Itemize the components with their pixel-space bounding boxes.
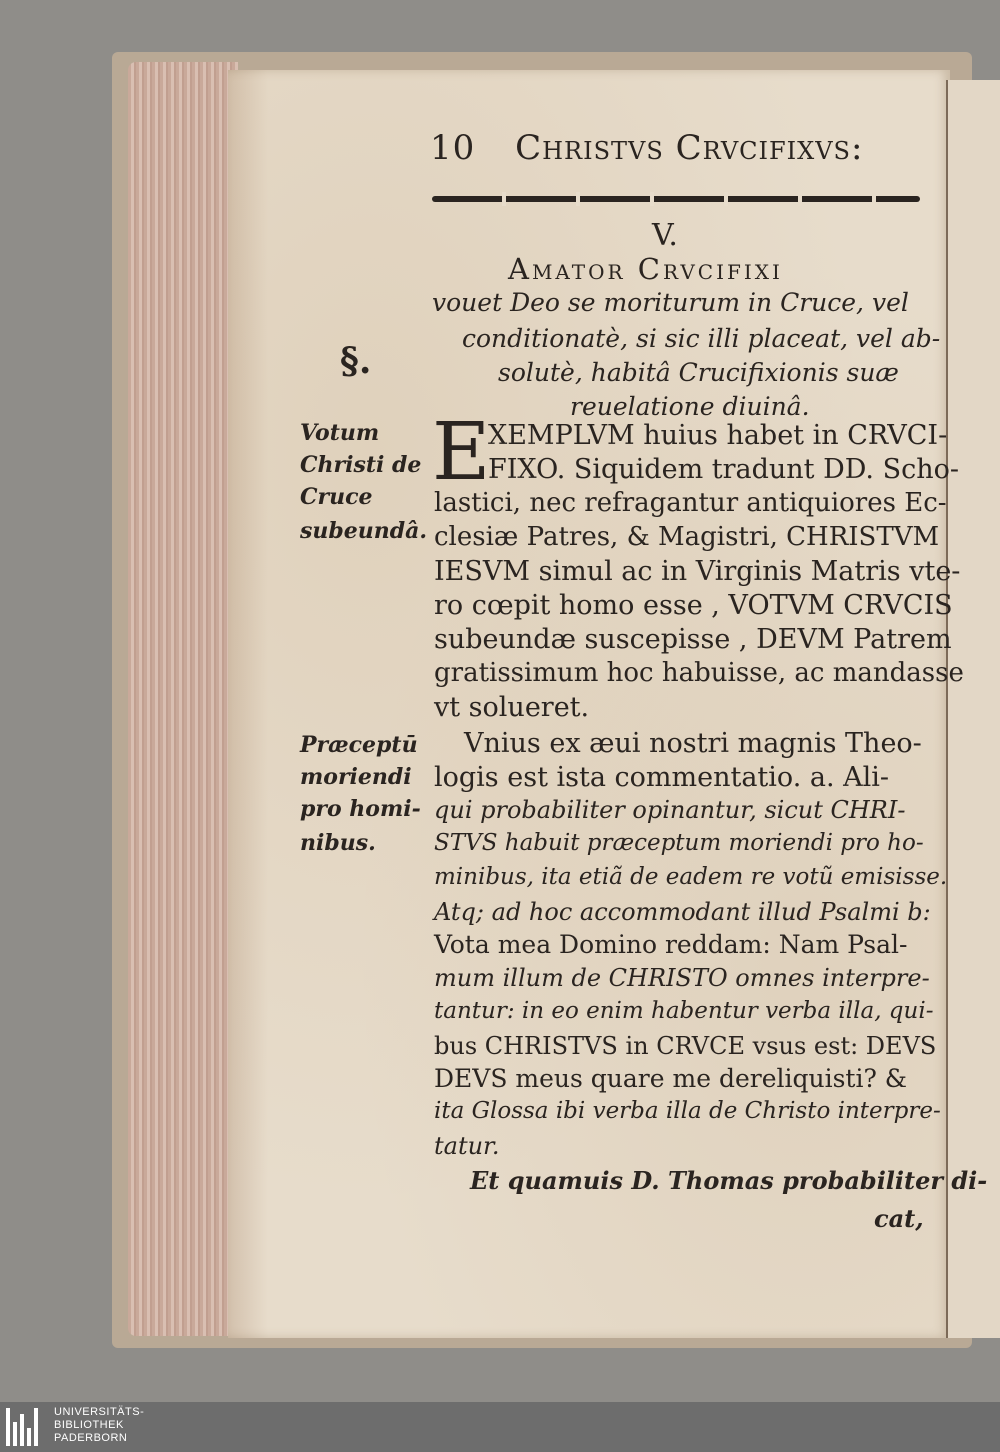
header-rule-gaps xyxy=(432,192,920,206)
body-line: Atq; ad hoc accommodant illud Psalmi b: xyxy=(434,898,931,926)
body-line: vt solueret. xyxy=(434,692,590,723)
body-line: Vota mea Domino reddam: Nam Psal- xyxy=(434,930,908,959)
body-line: clesiæ Patres, & Magistri, CHRISTVM xyxy=(434,522,940,552)
summary-line: reuelatione diuinâ. xyxy=(570,392,810,421)
body-line: ita Glossa ibi verba illa de Christo interpre- xyxy=(434,1098,941,1124)
body-line: lastici, nec refragantur antiquiores Ec- xyxy=(434,488,947,518)
margin-note: Votum xyxy=(300,420,380,446)
catchword: cat, xyxy=(874,1204,924,1233)
footer-bar xyxy=(0,1402,1000,1452)
body-line: mum illum de CHRISTO omnes interpre- xyxy=(434,964,930,992)
body-line: XEMPLVM huius habet in CRVCI- xyxy=(488,420,948,451)
body-line: FIXO. Siquidem tradunt DD. Scho- xyxy=(488,454,959,485)
library-logo-icon xyxy=(6,1408,42,1446)
body-line: qui probabiliter opinantur, sicut CHRI- xyxy=(434,796,906,824)
library-name-line: PADERBORN xyxy=(54,1432,128,1444)
facing-page xyxy=(946,80,1000,1338)
page-number: 10 xyxy=(430,128,476,168)
margin-note: Christi de xyxy=(300,452,422,478)
body-line: tantur: in eo enim habentur verba illa, qui- xyxy=(434,998,934,1024)
body-line: tatur. xyxy=(434,1132,500,1160)
header-title: Christvs Crvcifixvs: xyxy=(515,128,864,168)
body-line: STVS habuit præceptum moriendi pro ho- xyxy=(434,830,924,856)
body-line: subeundæ suscepisse , DEVM Patrem xyxy=(434,624,952,655)
margin-note: Cruce xyxy=(300,484,373,510)
body-line: DEVS meus quare me dereliquisti? & xyxy=(434,1064,908,1093)
margin-note: nibus. xyxy=(300,830,376,856)
body-line: minibus, ita etiã de eadem re votũ emisisse. xyxy=(434,864,948,890)
body-line: Et quamuis D. Thomas probabiliter di- xyxy=(470,1166,988,1195)
library-name-line: BIBLIOTHEK xyxy=(54,1419,124,1431)
body-line: ro cœpit homo esse , VOTVM CRVCIS xyxy=(434,590,953,621)
margin-note: subeundâ. xyxy=(300,518,428,544)
body-line: logis est ista commentatio. a. Ali- xyxy=(434,762,890,793)
paragraph-mark: §. xyxy=(340,340,372,382)
page-edges xyxy=(128,62,238,1336)
section-title: Amator Crvcifixi xyxy=(508,252,783,286)
drop-cap: E xyxy=(432,405,491,498)
margin-note: Præceptū xyxy=(300,732,418,758)
summary-line: conditionatè, si sic illi placeat, vel ab- xyxy=(462,324,941,353)
section-number: V. xyxy=(652,218,678,253)
body-line: IESVM simul ac in Virginis Matris vte- xyxy=(434,556,961,587)
body-line: bus CHRISTVS in CRVCE vsus est: DEVS xyxy=(434,1032,937,1060)
summary-line: vouet Deo se moriturum in Cruce, vel xyxy=(432,288,909,317)
margin-note: pro homi- xyxy=(300,796,421,822)
library-name-line: UNIVERSITÄTS- xyxy=(54,1406,145,1418)
margin-note: moriendi xyxy=(300,764,412,790)
summary-line: solutè, habitâ Crucifixionis suæ xyxy=(498,358,899,387)
library-name xyxy=(54,1406,144,1445)
running-header xyxy=(430,128,863,168)
body-line: gratissimum hoc habuisse, ac mandasse xyxy=(434,658,964,688)
body-line: Vnius ex æui nostri magnis Theo- xyxy=(464,728,922,759)
